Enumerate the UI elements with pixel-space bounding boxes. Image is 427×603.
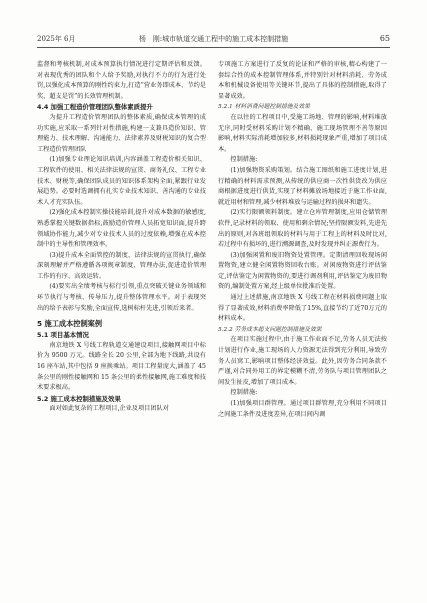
paragraph: (2)强化成本控制实操技能培训,提升对成本数据的敏感度,熟悉掌握关键数据指标,鼓励造价管理人员拓宽知识面,提升跨领域协作能力,减少对专业技术人员的过度依赖,增强在成本控制中的主导性和管理效率。 (37, 209, 206, 249)
subsection-heading-5-2-2: 5.2.2 劳务成本超支问题控制措施及效果 (218, 326, 322, 333)
page-number: 65 (379, 34, 390, 43)
control-measures-label: 控制措施: (230, 389, 258, 397)
paragraph: 在项目实施过程中,由于施工作业面不足,劳务人员无法按计划进行作业,施工现场的人力资源无法得到充分利用,导致劳务人员窝工,影响项目整体经济效益。此外,因劳务合同条款不严谨,对合同外用工的界定模糊不清,劳务队与项目管理团队之间发生扯皮,增加了项目成本。 (218, 336, 387, 386)
paragraph: 在以往的工程项目中,受施工场地、管理的影响,材料堆放无序,同时受材料采购计划不精确、施工现场管理不善等原因影响,材料实际消耗增加较多,材料损耗现象严重,增加了项目成本。 (218, 113, 387, 153)
issue-date: 2025年 6月 (37, 35, 76, 43)
paragraph: (2)实行限额领料制度。建立仓库管理制度,应用仓储管理软件,记录材料的领取、使用和剩余情况;坚持限额发料,先进先出的原则,对各班组领取的材料与用于工程上的材料及时比对,若过程中有损坏的,进行溯源调查,及时发现并纠正源费行为。 (218, 209, 387, 249)
control-measures-label: 控制措施: (230, 156, 258, 164)
header-rule (37, 47, 390, 48)
paragraph: 专项施工方案进行了反复的论证和严格的审核,精心构建了一套综合性的成本控制管理体系,并特别针对材料消耗、劳务成本和机械设备使用等关键环节,提出了具体的控制措施,取得了显著成效。 (218, 61, 387, 100)
paragraph: 通过上述措施,南京地铁 X 号线工程在材料损费问题上取得了显著成效,材料消费率降低了15%,直接节约了近70万元的材料成本。 (218, 294, 387, 323)
paragraph: (1)加强专业理论知识培训,内容涵盖工程造价相关知识、工程软件的使用、相关法律法规的宣贯、商务礼仪、工程专业技术、财税等,确保团队成员的知识体系架构全面,紧跟行业发展趋势。必要时选调拥有扎实专业技术知识、善沟通的专业技术人才充实队伍。 (37, 156, 206, 206)
section-heading-5-1: 5.1 项目基本情况 (37, 331, 89, 340)
paragraph: 面对如此复杂的工程项目,企业及项目团队对 (49, 405, 169, 413)
paragraph: (1)加强物资采购策划。结合施工图纸和施工进度计划,进行精确的材料需求预测,从传统的供应商一次性供货改为供应商根据进度进行供货,实现了材料摊放场地接近于施工作业面,就近用材和管理,减少材料堆放与运输过程的损环和遗失。 (218, 166, 387, 206)
running-header (37, 33, 390, 45)
section-heading-5: 5 施工成本控制案例 (37, 319, 103, 329)
left-column (37, 60, 206, 580)
section-heading-5-2: 5.2 施工成本控制措施及效果 (37, 394, 121, 403)
paragraph: 为提升工程造价管理团队的整体素质,确保成本管理的成功实施,应采取一系列针对性措施,构建一支兼具造价知识、管理能力、技术理解、沟通能力、法律素养及财税知识的复合型工程造价管理团队 (37, 113, 206, 153)
running-title: 杨 刚:城市轨道交通工程中的施工成本控制措施 (138, 35, 289, 43)
paragraph: 南京地铁 X 号线工程轨道交通建设项目,接触网项目中标价为 9500 万元。线路全长 20 公里,全部为地下线路,共设有 16 座车站,其中包括 9 座换乘站。项目工程量庞大,涵盖了 45 条公里的刚性接触网和 15 条公里的柔性接触网,施工难度和技术要求极高。 (37, 341, 206, 392)
section-heading-4-4: 4.4 加强工程造价管理团队整体素质提升 (37, 103, 153, 112)
subsection-heading-5-2-1: 5.2.1 材料消费问题控制措施及效果 (218, 104, 310, 111)
paragraph: (4)要实出全绩考核与标行引领,重点突破关键业务领域和环节执行与考核、传导压力,提升整体管理水平。对于表现突出的给予表彰与奖励,全面宣传,选树标杆先进,引领后来者。 (37, 283, 206, 312)
paragraph: (3)提升成本全面管控的制度、法律法规的宣贯执行,确保深刻理解并严格遵循各项规章制度、管理办法,促进造价管理工作的有序、高效运转。 (37, 251, 206, 280)
paragraph: (1)加强项目群管理。通过项目群管理,充分利用不同项目之间施工条件及进度差异,在项目间内调 (218, 400, 387, 418)
paragraph: (3)加强闲置和废旧物资处置管理。定期清理回收现场闲置物资,建立健全闲置物资回收台账。对闲废物资进行评估鉴定,评估鉴定为闲置物资的,要进行调剂利用,评估鉴定为废旧物资的,编制处置方案,经上级单位批准后处置。 (218, 251, 387, 291)
right-column (218, 60, 387, 580)
paragraph: 监督和考核机制,对成本预算执行情况进行定期评估和反馈。对表现优秀的团队和个人给予奖励,对执行不力的行为进行处罚,以强化成本预算的刚性约束力,打造“营业务即成本、节约是奖、超支是罚”的长效管理机制。 (37, 61, 206, 100)
